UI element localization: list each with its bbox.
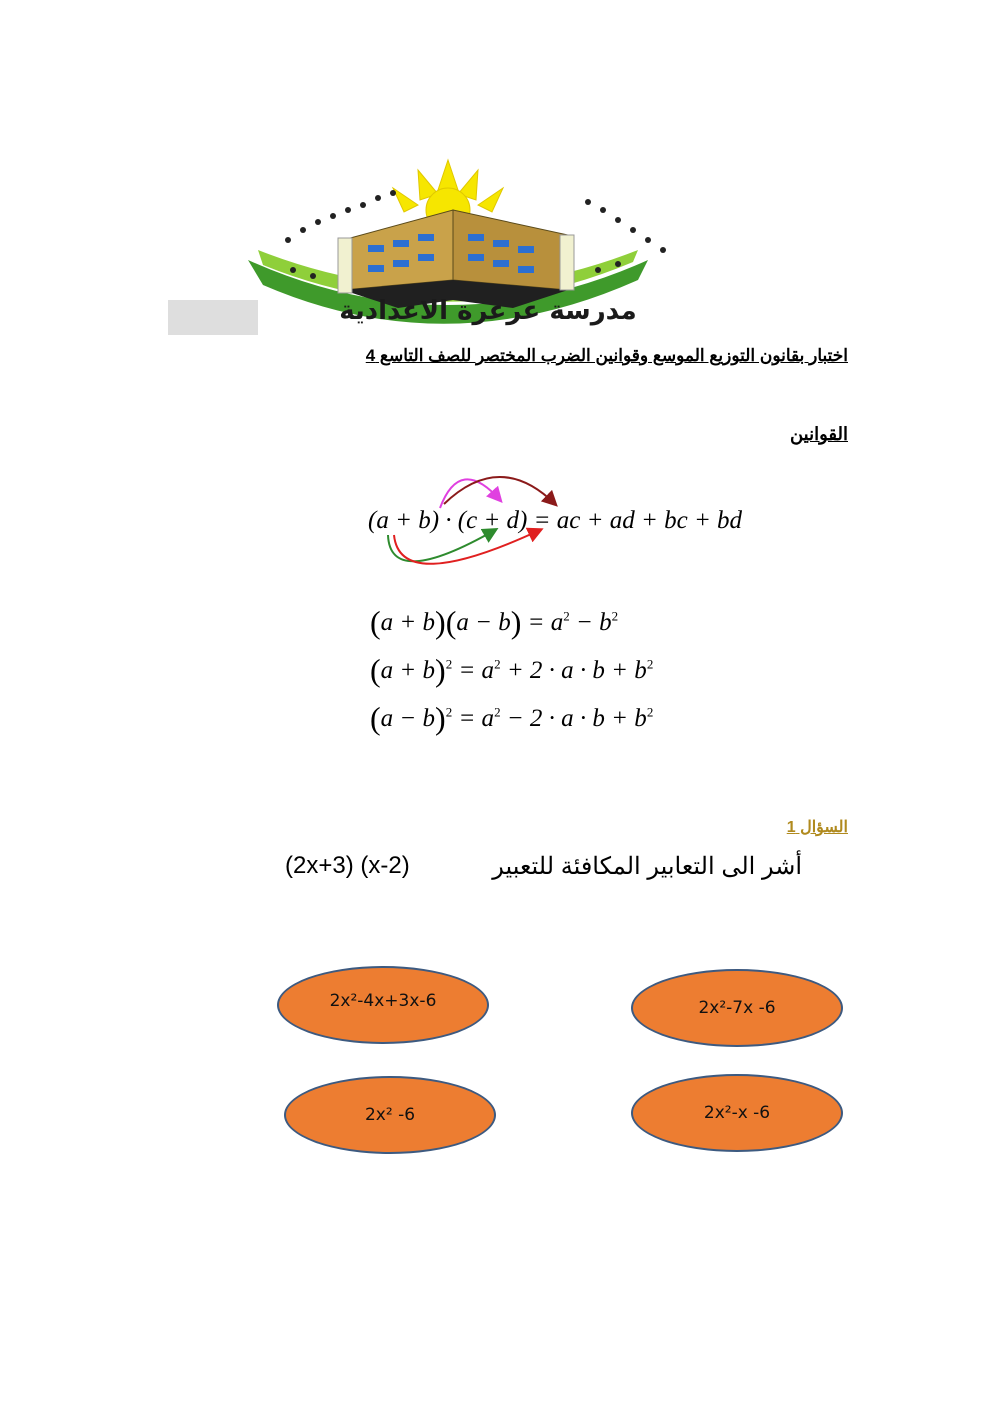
- answer-option-3[interactable]: [284, 1076, 496, 1154]
- answer-option-label: 2x² -6: [364, 1105, 416, 1125]
- answer-option-label: 2x²-7x -6: [698, 998, 776, 1018]
- school-name: مدرسة عرعرة الاعدادية: [339, 296, 637, 326]
- distributive-formula: (a + b) · (c + d) = ac + ad + bc + bd: [368, 507, 743, 534]
- question-label: السؤال 1: [786, 819, 848, 836]
- answer-option-4[interactable]: [631, 1074, 843, 1152]
- question-expression: (2x+3) (x-2): [285, 852, 410, 879]
- laws-heading: القوانين: [789, 424, 848, 444]
- distributive-law: [360, 460, 860, 585]
- formula-square-of-difference: $(a - b)^2 = a^2 - 2 \cdot a \cdot b + b^2$: [370, 700, 654, 736]
- formula-difference-of-squares: $(a + b)(a - b) = a^2 - b^2$: [370, 604, 619, 640]
- arrow-a-to-d: [394, 530, 540, 564]
- answer-option-label: 2x²-4x+3x-6: [329, 991, 437, 1011]
- answer-option-label: 2x²-x -6: [703, 1103, 771, 1123]
- answer-option-1[interactable]: [277, 966, 489, 1044]
- question-text: أشر الى التعابير المكافئة للتعبير: [492, 853, 802, 880]
- page-title: اختبار بقانون التوزيع الموسع وقوانين الضرب المختصر للصف التاسع 4: [365, 346, 848, 365]
- formula-square-of-sum: $(a + b)^2 = a^2 + 2 \cdot a \cdot b + b^2$: [370, 652, 654, 688]
- answer-option-2[interactable]: [631, 969, 843, 1047]
